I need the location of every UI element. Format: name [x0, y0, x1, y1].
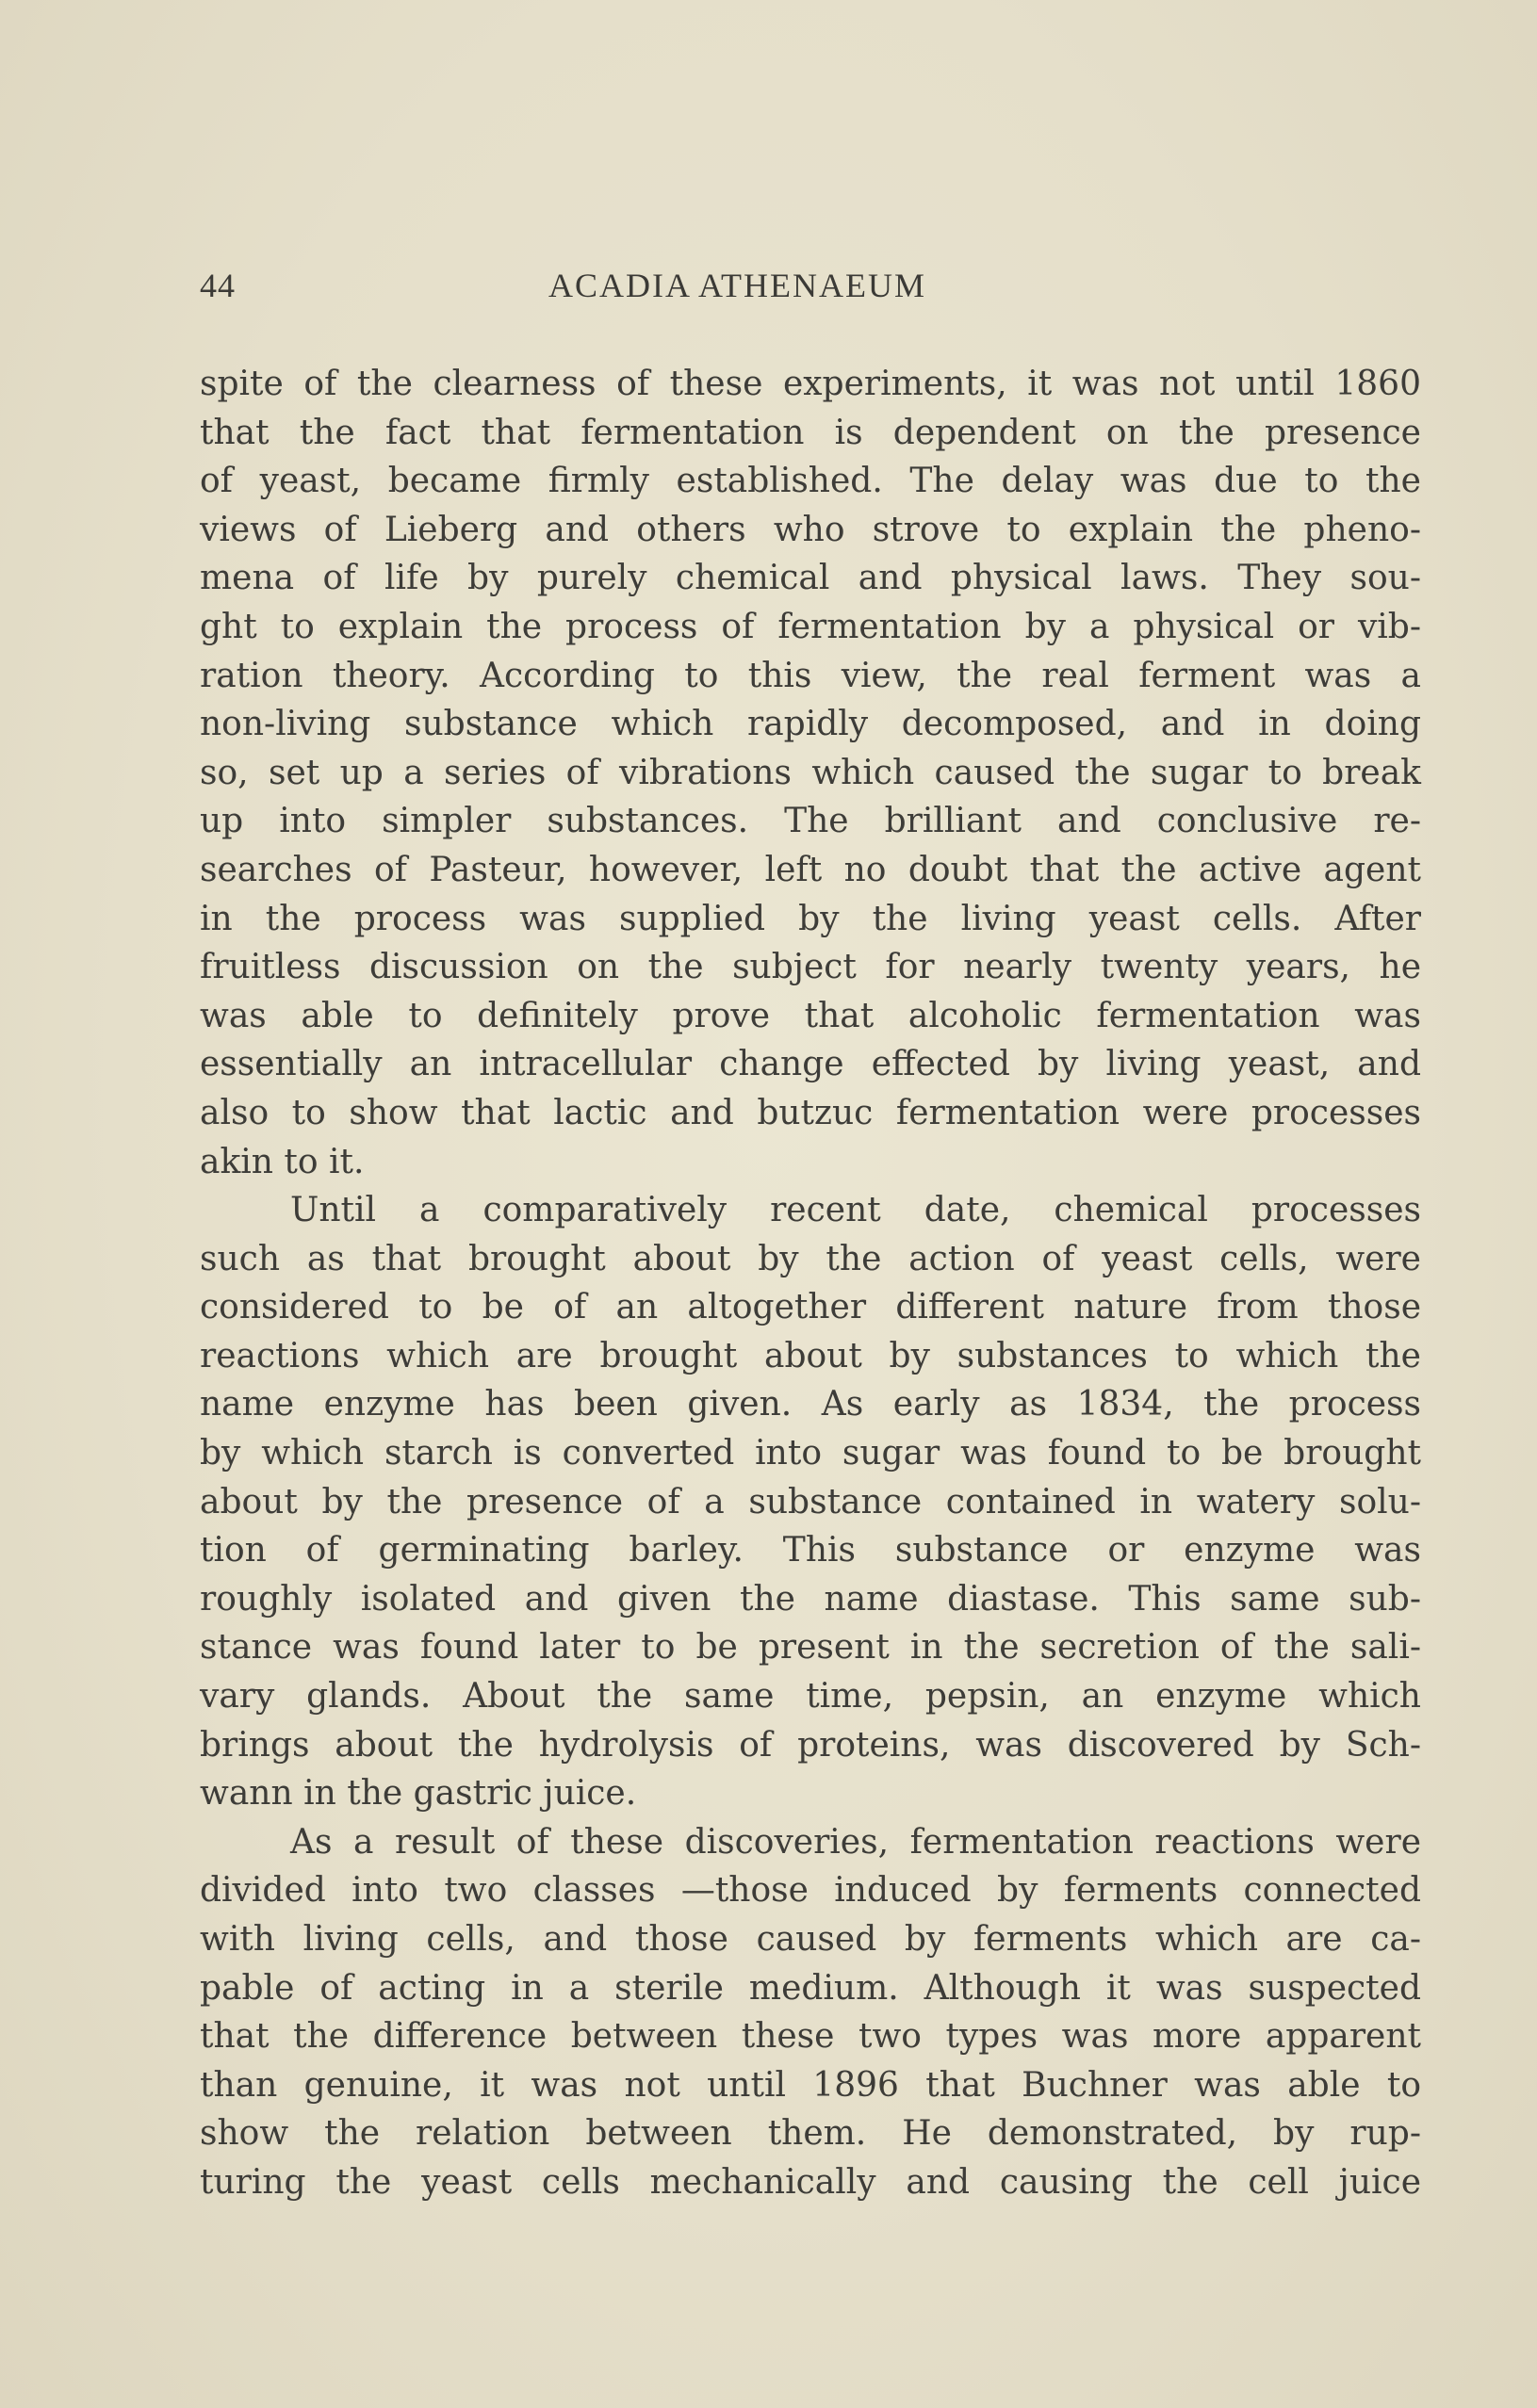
- text-line: up into simpler substances. The brilliant and conclusive re-: [200, 802, 1421, 841]
- text-line: akin to it.: [200, 1142, 365, 1181]
- body-text: [200, 360, 1421, 2207]
- text-line: was able to definitely prove that alcoholic fermentation was: [200, 996, 1421, 1035]
- text-line: spite of the clearness of these experiments, it was not until 1860: [200, 365, 1421, 403]
- text-line: turing the yeast cells mechanically and causing the cell juice: [200, 2162, 1421, 2202]
- running-head: ACADIA ATHENAEUM: [548, 267, 926, 304]
- text-line: that the difference between these two types was more apparent: [200, 2017, 1421, 2057]
- text-line: searches of Pasteur, however, left no doubt that the active agent: [200, 850, 1421, 889]
- page-header: [200, 266, 1076, 322]
- text-line: in the process was supplied by the living yeast cells. After: [200, 899, 1421, 938]
- text-line: essentially an intracellular change effected by living yeast, and: [200, 1045, 1421, 1084]
- text-line: mena of life by purely chemical and physical laws. They sou-: [200, 559, 1421, 598]
- text-line: non-living substance which rapidly decomposed, and in doing: [200, 705, 1421, 744]
- text-line: Until a comparatively recent date, chemical processes: [290, 1191, 1421, 1230]
- text-line: with living cells, and those caused by ferments which are ca-: [200, 1920, 1421, 1959]
- text-line: that the fact that fermentation is dependent on the presence: [200, 413, 1421, 452]
- text-line: divided into two classes —those induced by ferments connected: [200, 1871, 1421, 1911]
- text-line: about by the presence of a substance contained in watery solu-: [200, 1482, 1421, 1521]
- text-line: views of Lieberg and others who strove to explain the pheno-: [200, 510, 1421, 549]
- text-line: ration theory. According to this view, the real ferment was a: [200, 656, 1421, 695]
- text-line: stance was found later to be present in the secretion of the sali-: [200, 1628, 1421, 1668]
- text-line: considered to be of an altogether different nature from those: [200, 1288, 1421, 1327]
- text-line: reactions which are brought about by substances to which the: [200, 1336, 1421, 1375]
- text-line: show the relation between them. He demonstrated, by rup-: [200, 2114, 1421, 2154]
- text-line: so, set up a series of vibrations which caused the sugar to break: [200, 753, 1421, 792]
- text-line: vary glands. About the same time, pepsin, an enzyme which: [200, 1677, 1421, 1717]
- text-line: pable of acting in a sterile medium. Although it was suspected: [200, 1968, 1421, 2008]
- text-line: tion of germinating barley. This substance or enzyme was: [200, 1531, 1421, 1570]
- text-line: than genuine, it was not until 1896 that Buchner was able to: [200, 2065, 1421, 2105]
- page-number: 44: [200, 267, 236, 304]
- text-line: by which starch is converted into sugar was found to be brought: [200, 1434, 1421, 1473]
- text-line: of yeast, became firmly established. The delay was due to the: [200, 462, 1421, 501]
- text-line: also to show that lactic and butzuc fermentation were processes: [200, 1093, 1421, 1132]
- text-line: roughly isolated and given the name diastase. This same sub-: [200, 1579, 1421, 1619]
- text-line: name enzyme has been given. As early as 1834, the process: [200, 1385, 1421, 1424]
- text-line: such as that brought about by the action of yeast cells, were: [200, 1239, 1421, 1278]
- text-line: As a result of these discoveries, fermentation reactions were: [290, 1822, 1421, 1862]
- text-line: brings about the hydrolysis of proteins, was discovered by Sch-: [200, 1725, 1421, 1765]
- text-line: ght to explain the process of fermentation by a physical or vib-: [200, 607, 1421, 646]
- text-line: fruitless discussion on the subject for nearly twenty years, he: [200, 948, 1421, 987]
- text-line: wann in the gastric juice.: [200, 1774, 637, 1814]
